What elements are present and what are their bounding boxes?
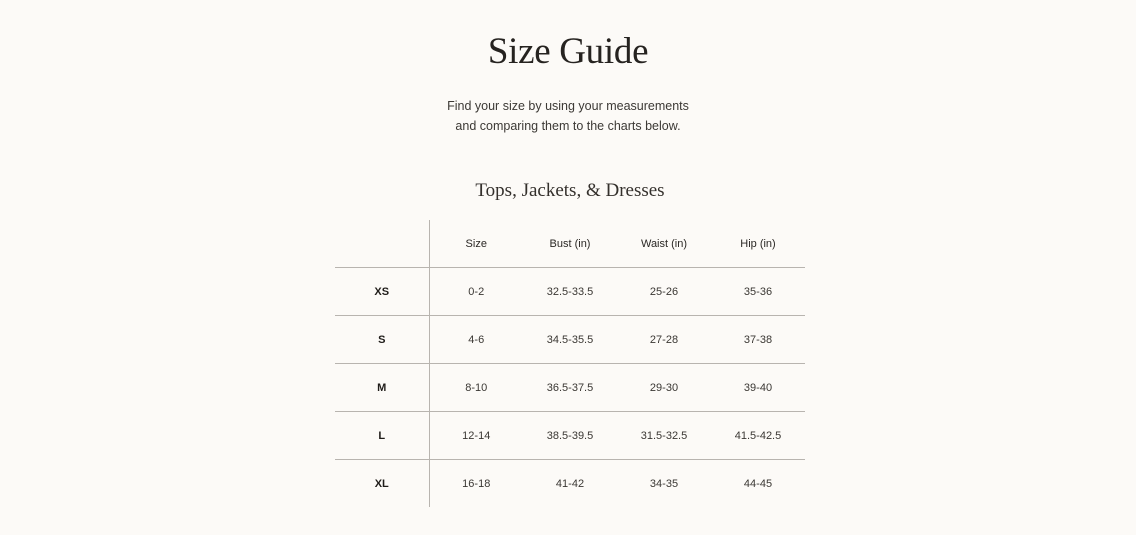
cell-size: 16-18 bbox=[462, 477, 491, 490]
page-title: Size Guide bbox=[487, 31, 649, 72]
cell-hip: 41.5-42.5 bbox=[711, 412, 805, 460]
cell-waist: 27-28 bbox=[617, 316, 711, 364]
cell-size: 8-10 bbox=[429, 364, 523, 412]
table-row bbox=[335, 460, 805, 508]
cell-bust: 34.5-35.5 bbox=[523, 316, 617, 364]
cell-hip: 35-36 bbox=[711, 268, 805, 316]
row-label: S bbox=[335, 316, 429, 364]
cell-bust: 32.5-33.5 bbox=[523, 268, 617, 316]
row-label: XS bbox=[335, 268, 429, 316]
intro-line-1: Find your size by using your measurements bbox=[447, 99, 689, 113]
cell-bust: 36.5-37.5 bbox=[523, 364, 617, 412]
table-row bbox=[335, 412, 805, 460]
table-row bbox=[335, 364, 805, 412]
header-hip: Hip (in) bbox=[711, 220, 805, 268]
cell-bust: 41-42 bbox=[555, 477, 585, 490]
cell-hip: 39-40 bbox=[711, 364, 805, 412]
cell-size: 4-6 bbox=[429, 316, 523, 364]
header-bust: Bust (in) bbox=[523, 220, 617, 268]
table-row bbox=[335, 268, 805, 316]
table-header-row bbox=[335, 220, 805, 268]
header-corner bbox=[335, 220, 429, 268]
table-row bbox=[335, 316, 805, 364]
header-waist: Waist (in) bbox=[617, 220, 711, 268]
size-chart-table bbox=[335, 220, 805, 507]
row-label: XL bbox=[335, 460, 429, 508]
row-label: L bbox=[335, 412, 429, 460]
header-size: Size bbox=[429, 220, 523, 268]
cell-waist: 31.5-32.5 bbox=[617, 412, 711, 460]
cell-hip: 44-45 bbox=[743, 477, 773, 490]
intro-line-2: and comparing them to the charts below. bbox=[455, 119, 681, 133]
intro-text bbox=[0, 96, 1136, 136]
cell-size: 0-2 bbox=[429, 268, 523, 316]
cell-waist: 34-35 bbox=[649, 477, 679, 490]
section-title: Tops, Jackets, & Dresses bbox=[475, 180, 665, 201]
cell-bust: 38.5-39.5 bbox=[523, 412, 617, 460]
cell-hip: 37-38 bbox=[711, 316, 805, 364]
cell-waist: 25-26 bbox=[617, 268, 711, 316]
cell-size: 12-14 bbox=[429, 412, 523, 460]
cell-waist: 29-30 bbox=[617, 364, 711, 412]
row-label: M bbox=[335, 364, 429, 412]
